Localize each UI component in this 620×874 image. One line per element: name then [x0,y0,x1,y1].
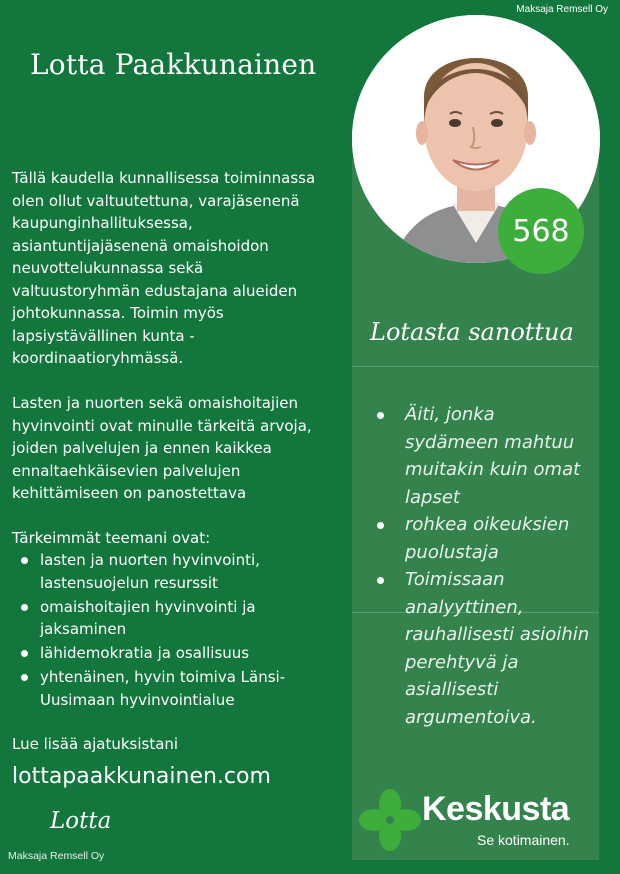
intro-text: Tällä kaudella kunnallisessa toiminnassa olen ollut valtuutettuna, varajäsenenä kaupunginhallituksessa, asiantuntijajäsenenä omaishoidon neuvottelukunnassa sekä valtuustoryhmän edustajana alueiden johtokunnassa. Toimin myös lapsiystävällinen kunta -koordinaatioryhmässä. [12,169,316,367]
list-item: Toimissaan analyyttinen, rauhallisesti asioihin perehtyvä ja asiallisesti argumentoiva. [370,566,590,731]
candidate-name: Lotta Paakkunainen [30,48,317,81]
themes-title: Tärkeimmät teemani ovat: [12,529,211,547]
logo-wordmark: Keskusta [422,790,570,828]
payer-notice-bottom: Maksaja Remsell Oy [8,850,105,862]
logo-slogan: Se kotimainen. [477,832,570,848]
read-more-text: Lue lisää ajatuksistani [12,735,179,753]
signature: Lotta [50,808,112,834]
panel-divider [352,366,599,367]
candidate-number-badge: 568 [498,188,584,274]
list-item: lasten ja nuorten hyvinvointi, lastensuojelun resurssit [12,549,342,594]
quotes-title: Lotasta sanottua [370,318,574,346]
keskusta-logo [352,782,599,857]
list-item: yhtenäinen, hyvin toimiva Länsi-Uusimaan hyvinvointialue [12,666,342,711]
list-item: Äiti, jonka sydämeen mahtuu muitakin kuin omat lapset [370,401,590,511]
website-link[interactable]: lottapaakkunainen.com [12,764,271,789]
list-item: rohkea oikeuksien puolustaja [370,511,590,566]
payer-notice-top: Maksaja Remsell Oy [516,4,608,15]
quotes-list [370,401,590,731]
list-item: omaishoitajien hyvinvointi ja jaksaminen [12,596,342,641]
list-item: lähidemokratia ja osallisuus [12,642,342,665]
clover-icon [358,788,422,852]
themes-list [12,549,342,713]
priorities-text: Lasten ja nuorten sekä omaishoitajien hyvinvointi ovat minulle tärkeitä arvoja, joiden palvelujen ja ennen kaikkea ennaltaehkäisevien palvelujen kehittämiseen on panostettava [12,394,312,502]
